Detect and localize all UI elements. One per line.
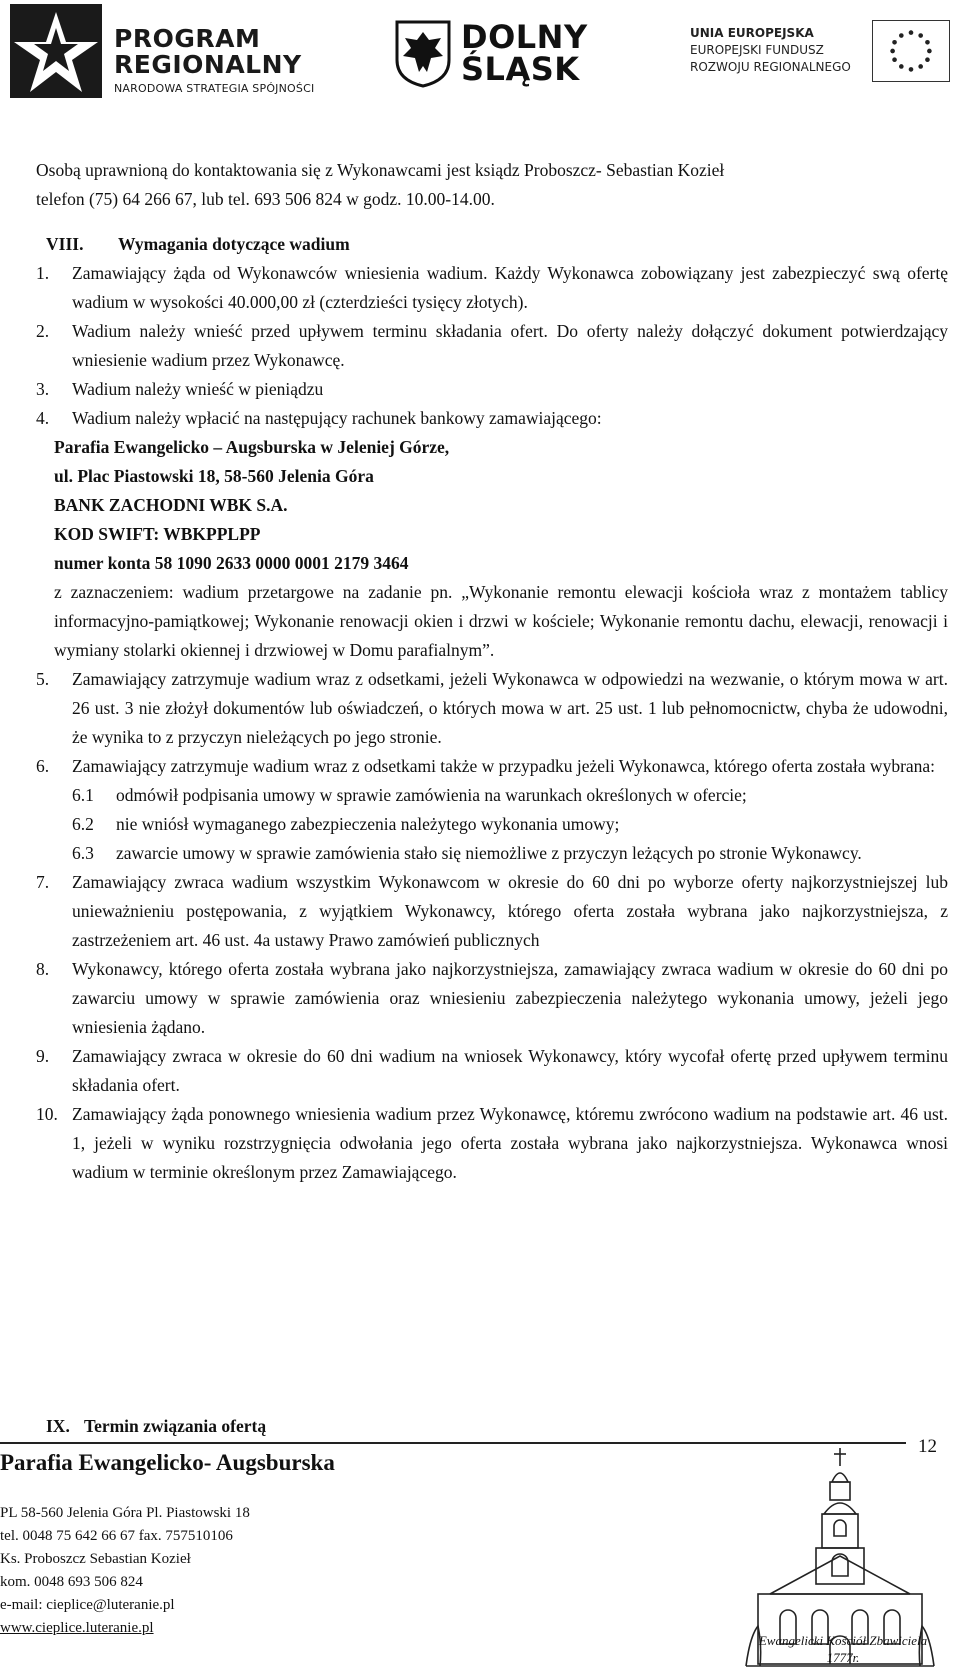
list-item (36, 1042, 948, 1100)
sub-list-item (36, 839, 948, 868)
item-number: 7. (36, 872, 50, 892)
footer-email: e-mail: cieplice@luteranie.pl (0, 1597, 175, 1613)
eu-flag-icon (872, 20, 950, 82)
item-text: Wykonawcy, którego oferta została wybrana jako najkorzystniejsza, zamawiający zwraca wadium w okresie do 60 dni po zawarciu umowy w sprawie zamówienia oraz wniesieniu zabezpieczenia należytego wykonania umowy, jeżeli jego wniesienia żądano. (72, 959, 948, 1037)
item-number: 4. (36, 408, 50, 428)
church-caption-line2: 1777r. (826, 1650, 860, 1665)
item-number: 8. (36, 959, 50, 979)
contact-person-line: Osobą uprawnioną do kontaktowania się z Wykonawcami jest ksiądz Proboszcz- Sebastian Kozieł (36, 160, 725, 180)
bank-swift: KOD SWIFT: WBKPPLPP (54, 524, 261, 544)
item-text: Zamawiający żąda ponownego wniesienia wadium przez Wykonawcę, któremu zwrócono wadium na podstawie art. 46 ust. 1, jeżeli w wyniku rozstrzygnięcia odwołania jego oferta została wybrana jako najkorzystniejsza. Wykonawca wnosi wadium w terminie określonym przez Zamawiającego. (72, 1104, 948, 1182)
sub-item-text: odmówił podpisania umowy w sprawie zamówienia na warunkach określonych w ofercie; (116, 785, 747, 805)
bank-holder-address: ul. Plac Piastowski 18, 58-560 Jelenia Góra (54, 466, 374, 486)
region-logo-line1: DOLNY (461, 18, 588, 56)
list-item (36, 317, 948, 375)
bank-name: BANK ZACHODNI WBK S.A. (54, 495, 288, 515)
item-text: Wadium należy wpłacić na następujący rachunek bankowy zamawiającego: (72, 408, 602, 428)
footer-address: PL 58-560 Jelenia Góra Pl. Piastowski 18 (0, 1505, 250, 1521)
item-number: 6. (36, 756, 50, 776)
item-text: Zamawiający zatrzymuje wadium wraz z odsetkami, jeżeli Wykonawca w odpowiedzi na wezwanie, o którym mowa w art. 26 ust. 3 nie złożył dokumentów lub oświadczeń, o których mowa w art. 25 ust. 1 lub pełnomocnictw, chyba że udowodni, że wynika to z przyczyn nieleżących po jego stronie. (72, 669, 948, 747)
item-number: 9. (36, 1046, 50, 1066)
item-text: Wadium należy wnieść przed upływem terminu składania ofert. Do oferty należy dołączyć dokument potwierdzający wniesienie wadium przez Wykonawcę. (72, 321, 948, 370)
list-item (36, 404, 948, 433)
section-9-heading (46, 1416, 266, 1437)
bank-holder-name: Parafia Ewangelicko – Augsburska w Jeleniej Górze, (54, 437, 450, 457)
item-number: 3. (36, 379, 50, 399)
footer-mobile: kom. 0048 693 506 824 (0, 1574, 143, 1590)
contact-phone-line: telefon (75) 64 266 67, lub tel. 693 506 824 w godz. 10.00-14.00. (36, 189, 495, 209)
sub-list-item (36, 810, 948, 839)
transfer-title-note: z zaznaczeniem: wadium przetargowe na zadanie pn. „Wykonanie remontu elewacji kościoła wraz z montażem tablicy informacyjno-pamiątkowej; Wykonanie renowacji okien i drzwi w kościele; Wykonanie remontu dachu, elewacji, renowacji i wymiany stolarki okiennej i drzwiowej w Domu parafialnym”. (54, 582, 948, 660)
bank-account-details (36, 433, 948, 665)
sub-item-text: nie wniósł wymaganego zabezpieczenia należytego wykonania umowy; (116, 814, 620, 834)
eu-logo-line3: ROZWOJU REGIONALNEGO (690, 60, 851, 74)
list-item (36, 752, 948, 781)
sub-item-number: 6.1 (72, 785, 94, 805)
footer-parish-name: Parafia Ewangelicko- Augsburska (0, 1450, 335, 1475)
item-text: Zamawiający zwraca wadium wszystkim Wykonawcom w okresie do 60 dni po wyborze oferty najkorzystniejszej lub unieważnieniu postępowania, z wyjątkiem Wykonawcy, którego oferta została wybrana jako najkorzystniejsza, z zastrzeżeniem art. 46 ust. 4a ustawy Prawo zamówień publicznych (72, 872, 948, 950)
item-text: Wadium należy wnieść w pieniądzu (72, 379, 324, 399)
eu-fund-logo (690, 20, 950, 90)
item-number: 2. (36, 321, 50, 341)
program-logo-line3: NARODOWA STRATEGIA SPÓJNOŚCI (114, 82, 315, 95)
sub-item-text: zawarcie umowy w sprawie zamówienia stało się niemożliwe z przyczyn leżących po stronie Wykonawcy. (116, 843, 862, 863)
program-regionalny-logo (10, 4, 340, 98)
list-item (36, 259, 948, 317)
list-item (36, 955, 948, 1042)
eagle-crest-icon (395, 20, 451, 88)
section-8-heading (36, 230, 948, 259)
document-body (36, 156, 948, 1187)
item-text: Zamawiający żąda od Wykonawców wniesienia wadium. Każdy Wykonawca zobowiązany jest zabezpieczyć swą ofertę wadium w wysokości 40.000,00 zł (czterdzieści tysięcy złotych). (72, 263, 948, 312)
sub-list-item (36, 781, 948, 810)
bank-account-number: numer konta 58 1090 2633 0000 0001 2179 3464 (54, 553, 409, 573)
list-item (36, 375, 948, 404)
eu-logo-line1: UNIA EUROPEJSKA (690, 26, 814, 40)
list-item (36, 868, 948, 955)
church-caption (752, 1632, 934, 1666)
footer-phone: tel. 0048 75 642 66 67 fax. 757510106 (0, 1528, 233, 1544)
sub-item-number: 6.2 (72, 814, 94, 834)
section-9-title: Termin związania ofertą (84, 1416, 267, 1436)
section-8-number: VIII. (46, 234, 84, 254)
church-caption-line1: Ewangelicki Kościół Zbawiciela (758, 1633, 928, 1648)
item-text: Zamawiający zatrzymuje wadium wraz z odsetkami także w przypadku jeżeli Wykonawca, którego oferta została wybrana: (72, 756, 936, 776)
section-8-title: Wymagania dotyczące wadium (118, 234, 350, 254)
list-item (36, 665, 948, 752)
header-logos (0, 0, 960, 100)
footer-pastor: Ks. Proboszcz Sebastian Kozieł (0, 1551, 191, 1567)
item-number: 10. (36, 1104, 58, 1124)
item-text: Zamawiający zwraca w okresie do 60 dni wadium na wniosek Wykonawcy, który wycofał ofertę przed upływem terminu składania ofert. (72, 1046, 948, 1095)
item-number: 5. (36, 669, 50, 689)
list-item (36, 1100, 948, 1187)
item-number: 1. (36, 263, 50, 283)
sub-item-number: 6.3 (72, 843, 94, 863)
dolny-slask-logo (395, 14, 595, 94)
region-logo-line2: ŚLĄSK (461, 50, 580, 88)
footer-contact-block (0, 1502, 250, 1640)
section-9-number: IX. (46, 1416, 70, 1436)
star-logo-icon (10, 4, 102, 98)
footer-website-link[interactable]: www.cieplice.luteranie.pl (0, 1620, 154, 1636)
page-number: 12 (918, 1436, 937, 1457)
eu-logo-line2: EUROPEJSKI FUNDUSZ (690, 43, 824, 57)
program-logo-line2: REGIONALNY (114, 50, 302, 79)
program-logo-line1: PROGRAM (114, 24, 261, 53)
